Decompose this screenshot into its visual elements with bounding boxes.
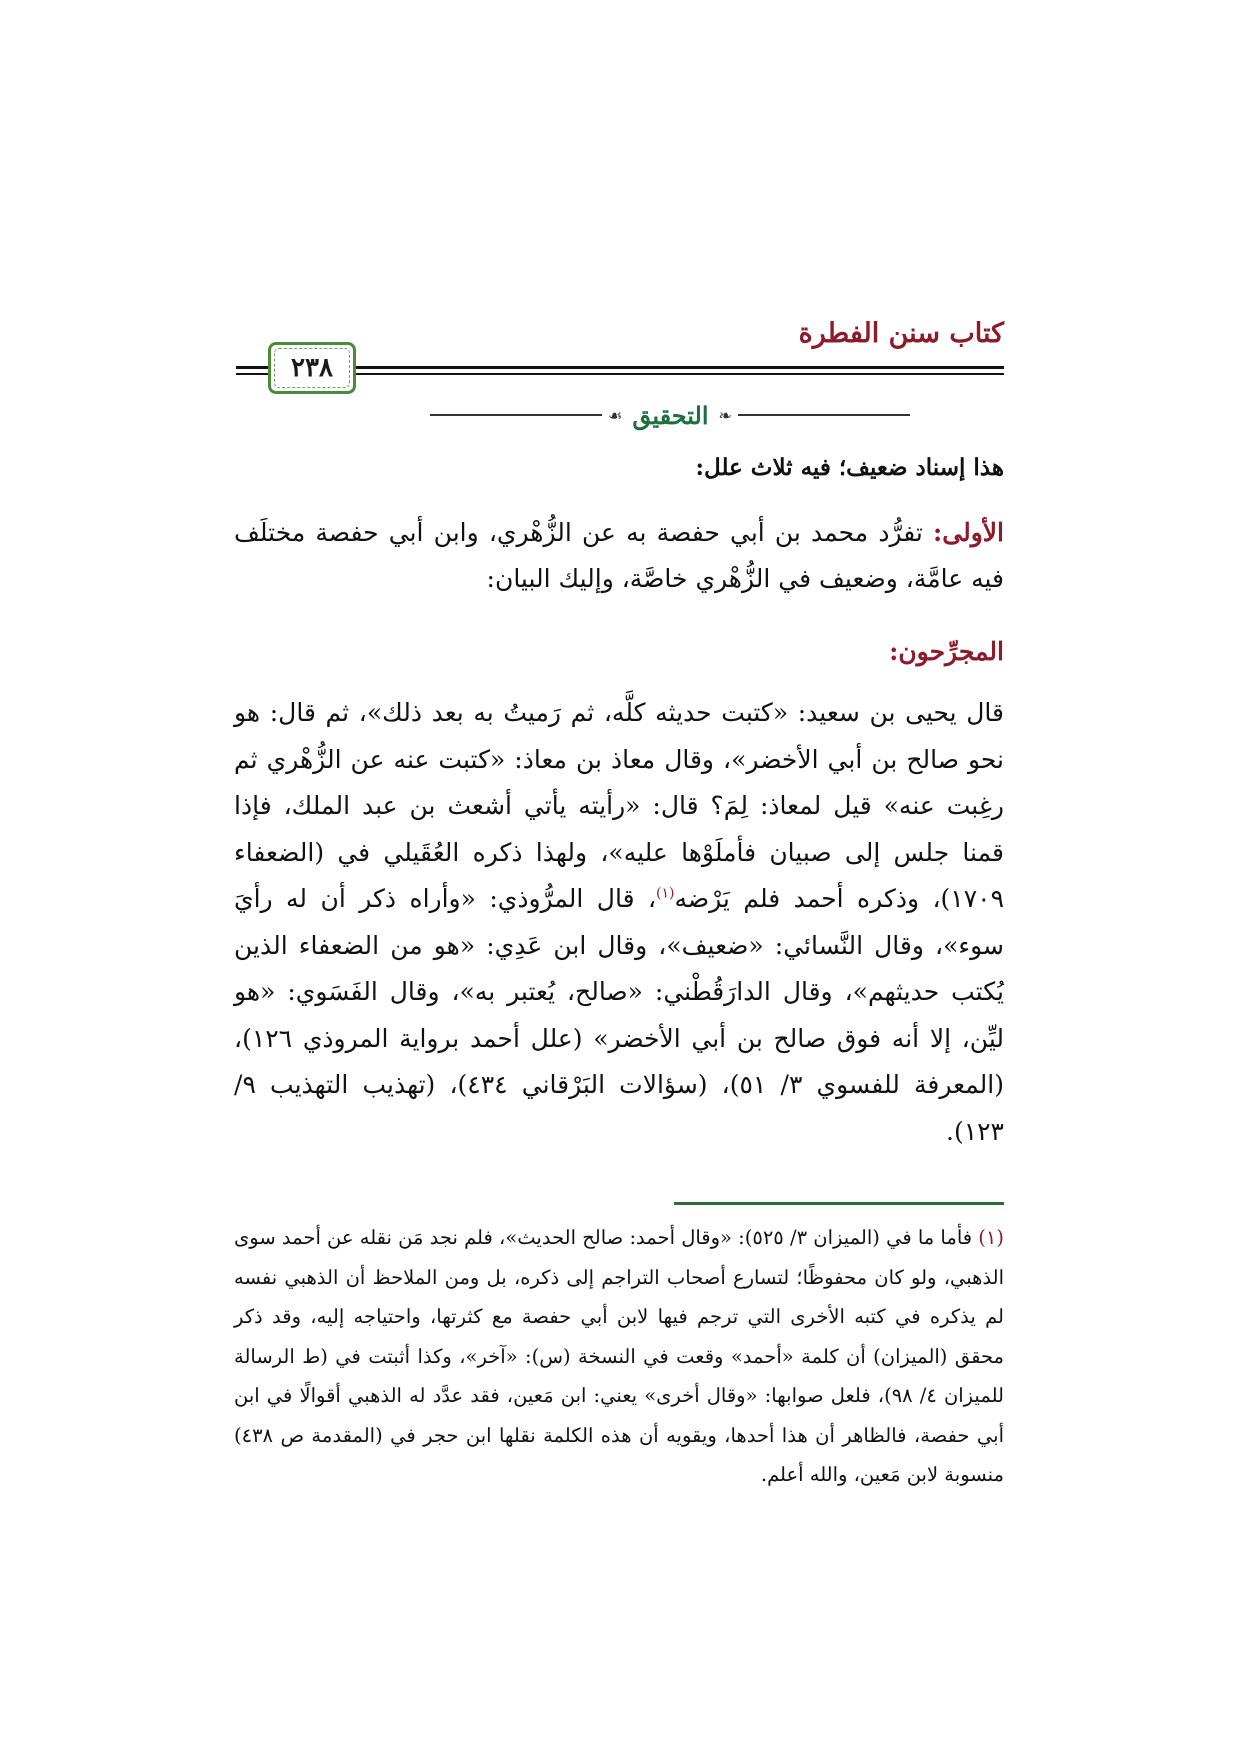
footnote-reference[interactable]: (١): [656, 885, 675, 902]
ornament-icon: ❧: [718, 405, 732, 425]
subheading-critics: المجرِّحون:: [889, 637, 1004, 666]
lead-statement: هذا إسناد ضعيف؛ فيه ثلاث علل:: [695, 454, 1004, 481]
paragraph-first-defect: [234, 510, 1004, 602]
footnote-text: فأما ما في (الميزان ٣/ ٥٢٥): «وقال أحمد: صالح الحديث»، فلم نجد مَن نقله عن أحمد سوى الذهبي، ولو كان محفوظًا؛ لتسارع أصحاب التراجم إلى ذكره، بل ومن الملاحظ أن الذهبي نفسه لم يذكره في كتبه الأخرى التي ترجم فيها لابن أبي حفصة مع كثرتها، واحتياجه إليه، وقد ذكر محقق (الميزان) أن كلمة «أحمد» وقعت في النسخة (س): «آخر»، وكذا أثبتت في (ط الرسالة للميزان ٤/ ٩٨)، فلعل صوابها: «وقال أخرى» يعني: ابن مَعين، فقد عدَّد له الذهبي أقوالًا في ابن أبي حفصة، فالظاهر أن هذا أحدها، ويقويه أن هذه الكلمة نقلها ابن حجر في (المقدمة ص ٤٣٨) منسوبة لابن مَعين، والله أعلم.: [234, 1226, 1004, 1486]
running-header-title: كتاب سنن الفطرة: [798, 318, 1004, 349]
page-number: ٢٣٨: [291, 353, 333, 383]
page-number-badge: [268, 342, 356, 394]
divider-line-right: [738, 414, 910, 416]
footnote: [234, 1218, 1004, 1495]
section-divider: [430, 398, 910, 432]
critics-text-part2: ، قال المرُّوذي: «وأراه ذكر أن له رأيَ سوء»، وقال النَّسائي: «ضعيف»، وقال ابن عَدِي: «هو من الضعفاء الذين يُكتب حديثهم»، وقال الدارَقُطْني: «صالح، يُعتبر به»، وقال الفَسَوي: «هو ليِّن، إلا أنه فوق صالح بن أبي الأخضر» (علل أحمد برواية المروذي ١٢٦)، (المعرفة للفسوي ٣/ ٥١)، (سؤالات البَرْقاني ٤٣٤)، (تهذيب التهذيب ٩/ ١٢٣).: [234, 884, 1004, 1146]
first-defect-text: تفرُّد محمد بن أبي حفصة به عن الزُّهْري، وابن أبي حفصة مختلَف فيه عامَّة، وضعيف في الزُّهْري خاصَّة، وإليك البيان:: [234, 518, 1004, 593]
divider-line-left: [430, 414, 602, 416]
paragraph-critics: [234, 690, 1004, 1155]
footnote-separator: [674, 1202, 1004, 1205]
critics-text-part1: قال يحيى بن سعيد: «كتبت حديثه كلَّه، ثم رَميتُ به بعد ذلك»، ثم قال: هو نحو صالح بن أبي الأخضر»، وقال معاذ بن معاذ: «كتبت عنه عن الزُّهْري ثم رغِبت عنه» قيل لمعاذ: لِمَ؟ قال: «رأيته يأتي أشعث بن عبد الملك، فإذا قمنا جلس إلى صبيان فأملَوْها عليه»، ولهذا ذكره العُقَيلي في (الضعفاء ١٧٠٩)، وذكره أحمد فلم يَرْضه: [234, 698, 1005, 913]
first-defect-label: الأولى:: [933, 518, 1004, 547]
ornament-icon: ☙: [608, 405, 623, 425]
section-title: التحقيق: [632, 400, 709, 430]
footnote-mark: (١): [978, 1226, 1004, 1249]
